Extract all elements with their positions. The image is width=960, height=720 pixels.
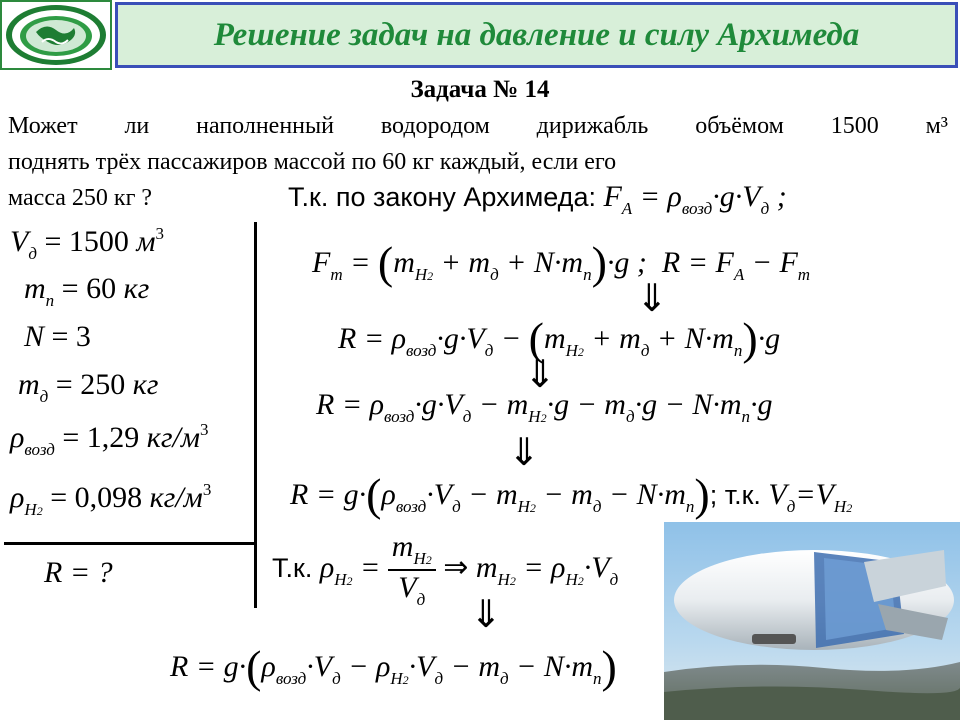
final-equation: $R = g\cdot(\rho_{возд}\cdot V_д - \rho_{H2}\cdot V_д - m_д - N\cdot m_п)$	[170, 641, 617, 692]
equation-step-3: $R = g\cdot(\rho_{возд}\cdot V_д - m_{H2} - m_д - N\cdot m_п)$; т.к. $V_д=V_{H2}$	[290, 469, 853, 520]
airship-photo-icon	[664, 522, 960, 720]
equation-step-2: $R = \rho_{возд}\cdot g\cdot V_д - m_{H2}\cdot g - m_д\cdot g - N\cdot m_п\cdot g$	[316, 388, 773, 426]
implies-arrow-icon: ⇓	[508, 430, 540, 474]
problem-word: Может	[8, 113, 78, 139]
equation-step-1: $R = \rho_{возд}\cdot g\cdot V_д - (m_{H2} + m_д + N\cdot m_п)\cdot g$	[338, 313, 781, 364]
given-air-density: $\rho_{возд} = 1,29$ $кг/м^3$	[10, 420, 209, 459]
given-airship-mass: $m_д = 250$ кг	[18, 368, 159, 406]
problem-line-3: масса 250 кг ?	[8, 185, 153, 211]
equation-hydrogen-mass: Т.к. $\rho_{H2}$ = $\frac{m_{H2}}{V_д}$ ⇒ $m_{H2} = \rho_{H2}\cdot V_д$	[272, 530, 619, 609]
problem-word: наполненный	[196, 113, 334, 139]
archimedes-law: Т.к. по закону Архимеда: $F_A = \rho_{возд}\cdot g\cdot V_д$ ;	[288, 180, 787, 218]
equation-gravity: $F_т = (m_{H2} + m_д + N\cdot m_п)\cdot g$ ; $R = F_A - F_т$	[312, 237, 811, 288]
implies-arrow-icon: ⇓	[470, 592, 502, 636]
problem-word: ли	[124, 113, 150, 139]
fraction: $\frac{m_{H2}}{V_д}$	[388, 530, 436, 610]
given-passenger-mass: $m_п = 60$ кг	[24, 272, 150, 310]
task-title: Задача № 14	[410, 76, 550, 103]
given-volume: $V_д = 1500$ $м^3$	[10, 224, 165, 263]
implies-arrow-icon: ⇓	[524, 352, 556, 396]
problem-word: м³	[925, 113, 948, 139]
given-divider	[4, 542, 254, 545]
title-banner	[115, 2, 958, 68]
given-hydrogen-density: $\rho_{H2} = 0,098$ $кг/м^3$	[10, 480, 212, 519]
solution-divider	[254, 222, 257, 608]
given-passenger-count: N = 3	[24, 320, 91, 353]
problem-word: дирижабль	[536, 113, 649, 139]
logo	[0, 0, 112, 70]
problem-word: объёмом	[695, 113, 784, 139]
problem-line-1	[8, 108, 948, 144]
header	[0, 0, 960, 74]
globe-emblem-icon	[2, 2, 110, 68]
problem-word: 1500	[830, 113, 879, 139]
problem-line-2: поднять трёх пассажиров массой по 60 кг каждый, если его	[8, 149, 617, 175]
page-title: Решение задач на давление и силу Архимеда	[213, 16, 860, 53]
airship-photo	[664, 522, 960, 720]
find-value: R = ?	[44, 556, 113, 589]
problem-word: водородом	[380, 113, 490, 139]
implies-arrow-icon: ⇓	[636, 276, 668, 320]
